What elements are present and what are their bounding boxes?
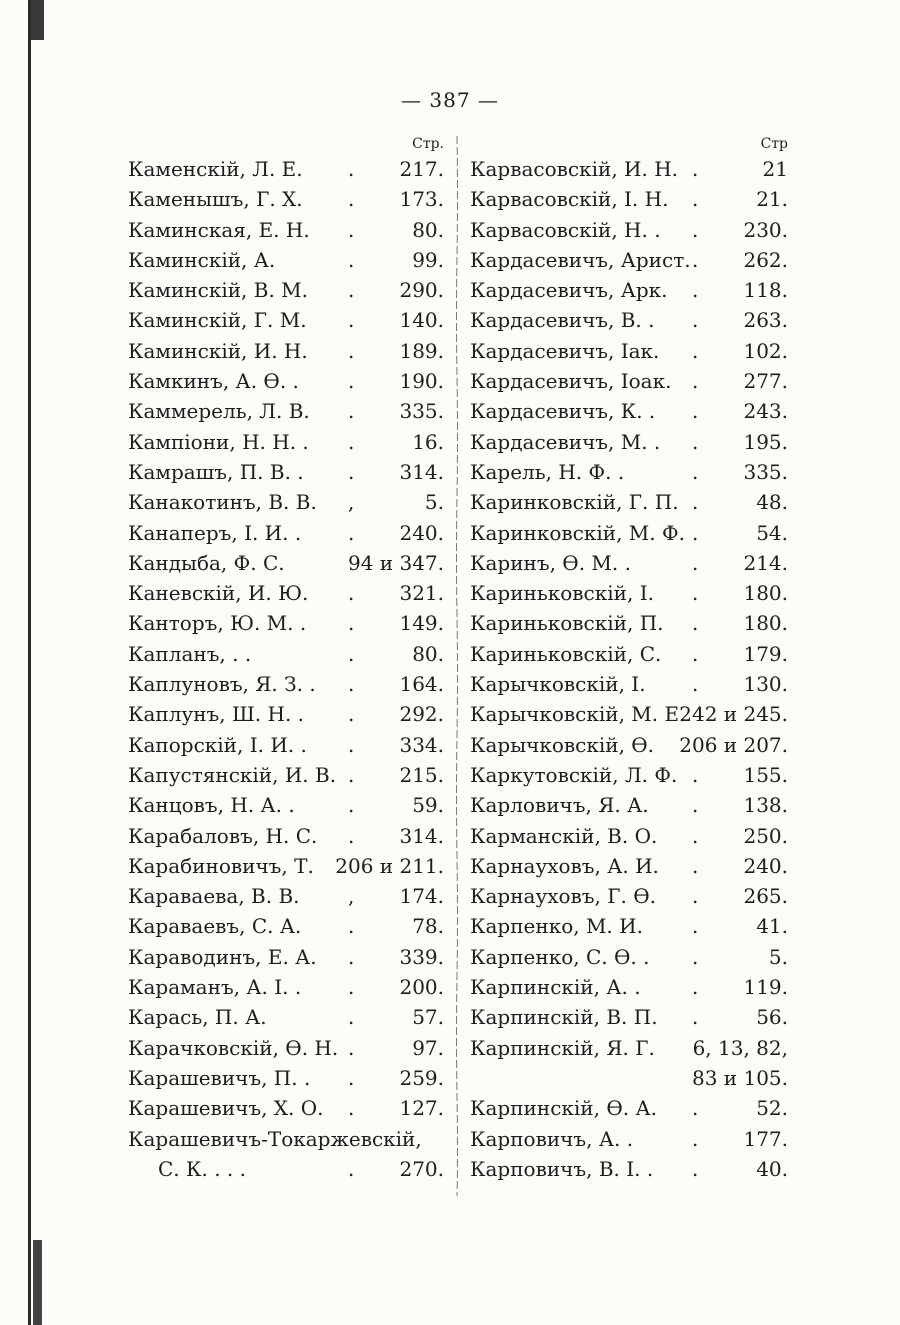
page-reference: 180. — [743, 581, 788, 606]
index-entry — [128, 154, 448, 184]
index-entry — [128, 911, 448, 941]
page-reference: 6, 13, 82, — [692, 1035, 788, 1060]
leader-dot: . — [348, 1005, 355, 1030]
index-entry — [470, 881, 792, 911]
page-reference: 321. — [399, 581, 444, 606]
entry-name: Канакотинъ, В. В. — [128, 490, 317, 515]
page-reference: 78. — [412, 914, 444, 939]
entry-name: Карабаловъ, Н. С. — [128, 823, 318, 848]
leader-dot: . — [348, 823, 355, 848]
page-reference: 195. — [743, 429, 788, 454]
index-entry — [470, 245, 792, 275]
page-reference: 5. — [424, 490, 444, 515]
page-reference: 334. — [399, 732, 444, 757]
leader-dot: . — [692, 641, 699, 666]
leader-dot: . — [348, 338, 355, 363]
leader-dot: . — [348, 762, 355, 787]
entry-name: Камкинъ, А. Ѳ. . — [128, 369, 299, 394]
index-entry — [470, 972, 792, 1002]
index-entry — [128, 487, 448, 517]
page-reference: 16. — [412, 429, 444, 454]
page-reference: 149. — [399, 611, 444, 636]
entry-name: Кариньковскій, С. — [470, 641, 662, 666]
page-reference: 230. — [743, 217, 788, 242]
leader-dot: . — [692, 247, 699, 272]
index-entry — [128, 1002, 448, 1032]
entry-name: С. К. . . . — [158, 1156, 246, 1181]
entry-name: Канаперъ, I. И. . — [128, 520, 302, 545]
index-entry — [470, 366, 792, 396]
entry-name: Карычковскій, Ѳ. — [470, 732, 655, 757]
page-reference: 59. — [412, 793, 444, 818]
index-entry — [128, 1093, 448, 1123]
index-entry — [128, 427, 448, 457]
leader-dot: . — [692, 581, 699, 606]
index-entry — [128, 1033, 448, 1063]
column-divider — [455, 136, 459, 1196]
entry-name: Канторъ, Ю. М. . — [128, 611, 307, 636]
entry-name: Кариньковскій, П. — [470, 611, 664, 636]
index-entry — [128, 972, 448, 1002]
entry-name: Кардасевичъ, Іак. — [470, 338, 660, 363]
entry-name: Каневскій, И. Ю. — [128, 581, 309, 606]
leader-dot: . — [348, 187, 355, 212]
leader-dot: . — [692, 308, 699, 333]
leader-dot: . — [348, 459, 355, 484]
entry-name: Кардасевичъ, Арк. — [470, 278, 668, 303]
index-list-right — [470, 154, 792, 1184]
page-reference: 56. — [756, 1005, 788, 1030]
page-reference: 263. — [743, 308, 788, 333]
index-entry — [470, 851, 792, 881]
leader-dot: , — [348, 884, 355, 909]
page-reference: 99. — [412, 247, 444, 272]
page-reference: 339. — [399, 944, 444, 969]
entry-name: Кампіони, Н. Н. . — [128, 429, 309, 454]
page-edge-shadow — [28, 0, 44, 1325]
leader-dot: . — [348, 975, 355, 1000]
leader-dot: . — [692, 975, 699, 1000]
index-entry — [128, 699, 448, 729]
index-entry — [470, 215, 792, 245]
entry-name: Карачковскій, Ѳ. Н. — [128, 1035, 339, 1060]
index-entry — [128, 821, 448, 851]
page-reference: 206 и 207. — [679, 732, 788, 757]
page-reference: 214. — [743, 550, 788, 575]
page-column-header: Стр. — [412, 136, 444, 152]
page-reference: 80. — [412, 217, 444, 242]
leader-dot: . — [692, 853, 699, 878]
leader-dot: . — [692, 611, 699, 636]
index-entry — [128, 275, 448, 305]
leader-dot: . — [348, 429, 355, 454]
entry-name: Карповичъ, А. . — [470, 1126, 634, 1151]
index-entry — [470, 396, 792, 426]
leader-dot: . — [348, 1035, 355, 1060]
page-reference: 270. — [399, 1156, 444, 1181]
leader-dot: . — [692, 823, 699, 848]
entry-name: Карвасовскій, Н. . — [470, 217, 661, 242]
leader-dot: . — [692, 672, 699, 697]
leader-dot: . — [692, 1156, 699, 1181]
entry-name: Каминская, Е. Н. — [128, 217, 310, 242]
index-entry — [470, 699, 792, 729]
page-reference: 200. — [399, 975, 444, 1000]
entry-name: Каринковскій, Г. П. — [470, 490, 679, 515]
page-reference: 215. — [399, 762, 444, 787]
page-reference: 21 — [762, 157, 788, 181]
index-entry — [470, 669, 792, 699]
entry-name: Карпенко, С. Ѳ. . — [470, 944, 650, 969]
entry-name: Караманъ, А. I. . — [128, 975, 302, 1000]
page-reference: 41. — [756, 914, 788, 939]
leader-dot: . — [348, 157, 355, 181]
page-reference: 177. — [743, 1126, 788, 1151]
index-entry — [128, 184, 448, 214]
leader-dot: . — [692, 399, 699, 424]
page-reference: 130. — [743, 672, 788, 697]
leader-dot: . — [692, 884, 699, 909]
entry-name: Каркутовскій, Л. Ф. — [470, 762, 678, 787]
page-reference: 52. — [756, 1096, 788, 1121]
index-list-left — [128, 154, 448, 1184]
leader-dot: . — [692, 1126, 699, 1151]
index-entry — [470, 427, 792, 457]
leader-dot: . — [348, 732, 355, 757]
entry-name: Карповичъ, В. I. . — [470, 1156, 654, 1181]
leader-dot: . — [348, 308, 355, 333]
entry-name: Каминскій, А. — [128, 247, 276, 272]
entry-name: Кардасевичъ, В. . — [470, 308, 655, 333]
entry-name: Кардасевичъ, К. . — [470, 399, 656, 424]
leader-dot: . — [348, 247, 355, 272]
entry-name: Кандыба, Ф. С. — [128, 550, 285, 575]
index-entry — [470, 821, 792, 851]
leader-dot: . — [348, 217, 355, 242]
leader-dot: , — [348, 490, 355, 515]
index-entry — [470, 1154, 792, 1184]
page-reference: 292. — [399, 702, 444, 727]
leader-dot: . — [348, 1065, 355, 1090]
page-reference: 94 и 347. — [347, 550, 444, 575]
index-entry — [128, 942, 448, 972]
entry-name: Карнауховъ, Г. Ѳ. — [470, 884, 656, 909]
page-reference: 83 и 105. — [691, 1065, 788, 1090]
index-entry — [128, 881, 448, 911]
leader-dot: . — [692, 429, 699, 454]
entry-name: Караваева, В. В. — [128, 884, 300, 909]
leader-dot: . — [348, 914, 355, 939]
leader-dot: . — [348, 944, 355, 969]
entry-name: Карпинскій, Я. Г. — [470, 1035, 655, 1060]
entry-name: Каменскій, Л. Е. — [128, 157, 303, 181]
leader-dot: . — [348, 581, 355, 606]
entry-name: Карманскій, В. О. — [470, 823, 658, 848]
entry-name: Карель, Н. Ф. . — [470, 459, 625, 484]
page-reference: 314. — [399, 823, 444, 848]
page-reference: 155. — [743, 762, 788, 787]
index-entry — [128, 639, 448, 669]
index-entry — [128, 730, 448, 760]
entry-name: Кардасевичъ, М. . — [470, 429, 661, 454]
index-entry — [470, 1002, 792, 1032]
page-reference: 97. — [412, 1035, 444, 1060]
index-entry — [470, 608, 792, 638]
index-entry — [470, 1093, 792, 1123]
entry-name: Карнауховъ, А. И. — [470, 853, 659, 878]
index-entry — [470, 790, 792, 820]
leader-dot: . — [692, 369, 699, 394]
page-number: — 387 — — [401, 88, 499, 112]
leader-dot: . — [348, 369, 355, 394]
index-entry — [128, 608, 448, 638]
page-reference: 180. — [743, 611, 788, 636]
leader-dot: . — [692, 338, 699, 363]
index-entry — [128, 1063, 448, 1093]
index-entry — [470, 760, 792, 790]
page-reference: 127. — [399, 1096, 444, 1121]
entry-name: Кариньковскій, I. — [470, 581, 654, 606]
index-entry — [470, 639, 792, 669]
index-entry — [128, 760, 448, 790]
entry-name: Капланъ, . . — [128, 641, 252, 666]
page-reference: 140. — [399, 308, 444, 333]
index-entry — [128, 790, 448, 820]
index-entry — [470, 184, 792, 214]
entry-name: Канцовъ, Н. А. . — [128, 793, 295, 818]
index-entry — [470, 730, 792, 760]
leader-dot: . — [348, 1156, 355, 1181]
index-entry — [128, 518, 448, 548]
leader-dot: . — [692, 550, 699, 575]
leader-dot: . — [692, 762, 699, 787]
leader-dot: . — [348, 611, 355, 636]
leader-dot: . — [692, 944, 699, 969]
index-entry — [470, 336, 792, 366]
entry-name: Карвасовскій, И. Н. — [470, 157, 678, 181]
leader-dot: . — [692, 490, 699, 515]
entry-name: Каринковскій, М. Ф. — [470, 520, 685, 545]
entry-name: Карпинскій, Ѳ. А. — [470, 1096, 657, 1121]
entry-name: Карась, П. А. — [128, 1005, 267, 1030]
index-entry — [128, 548, 448, 578]
page-reference: 265. — [743, 884, 788, 909]
page-reference: 179. — [743, 641, 788, 666]
entry-name: Капорскій, I. И. . — [128, 732, 307, 757]
leader-dot: . — [692, 793, 699, 818]
entry-name: Карвасовскій, I. Н. — [470, 187, 669, 212]
page-reference: 80. — [412, 641, 444, 666]
page-reference: 277. — [743, 369, 788, 394]
entry-name: Кардасевичъ, Арист. — [470, 247, 691, 272]
entry-name: Карашевичъ, Х. О. — [128, 1096, 324, 1121]
index-entry — [128, 305, 448, 335]
page-reference: 250. — [743, 823, 788, 848]
leader-dot: . — [692, 914, 699, 939]
page-reference: 243. — [743, 399, 788, 424]
leader-dot: . — [692, 278, 699, 303]
page-reference: 102. — [743, 338, 788, 363]
entry-name: Караводинъ, Е. А. — [128, 944, 317, 969]
page-reference: 48. — [756, 490, 788, 515]
page-reference: 242 и 245. — [679, 702, 788, 727]
index-entry — [128, 366, 448, 396]
leader-dot: . — [692, 1096, 699, 1121]
page-reference: 217. — [399, 157, 444, 181]
entry-name: Каринъ, Ѳ. М. . — [470, 550, 631, 575]
leader-dot: . — [692, 157, 699, 181]
page-reference: 206 и 211. — [335, 853, 444, 878]
entry-name: Карабиновичъ, Т. — [128, 853, 314, 878]
page-reference: 164. — [399, 672, 444, 697]
index-entry — [470, 1063, 792, 1093]
page-column-header: Стр — [760, 136, 788, 152]
leader-dot: . — [348, 1096, 355, 1121]
entry-name: Каминскій, В. М. — [128, 278, 309, 303]
page-reference: 262. — [743, 247, 788, 272]
entry-name: Карычковскій, М. Е. — [470, 702, 686, 727]
page-reference: 240. — [743, 853, 788, 878]
page-reference: 57. — [412, 1005, 444, 1030]
leader-dot: . — [692, 217, 699, 242]
entry-name: Карпинскій, В. П. — [470, 1005, 658, 1030]
page-reference: 240. — [399, 520, 444, 545]
index-entry — [128, 669, 448, 699]
page-reference: 138. — [743, 793, 788, 818]
leader-dot: . — [348, 641, 355, 666]
index-entry — [128, 215, 448, 245]
page-reference: 290. — [399, 278, 444, 303]
index-entry — [470, 487, 792, 517]
leader-dot: . — [692, 187, 699, 212]
page-reference: 314. — [399, 459, 444, 484]
index-entry — [470, 275, 792, 305]
page-reference: 335. — [399, 399, 444, 424]
index-entry — [470, 305, 792, 335]
index-entry — [470, 942, 792, 972]
page-reference: 54. — [756, 520, 788, 545]
page-reference: 190. — [399, 369, 444, 394]
index-entry — [470, 1124, 792, 1154]
leader-dot: . — [348, 520, 355, 545]
index-entry — [470, 548, 792, 578]
entry-name: Караваевъ, С. А. — [128, 914, 302, 939]
page-reference: 259. — [399, 1065, 444, 1090]
entry-name: Каминскій, И. Н. — [128, 338, 308, 363]
entry-name: Каплунъ, Ш. Н. . — [128, 702, 305, 727]
index-entry — [128, 245, 448, 275]
page-reference: 21. — [756, 187, 788, 212]
entry-name: Карычковскій, I. — [470, 672, 646, 697]
entry-name: Карловичъ, Я. А. — [470, 793, 649, 818]
entry-name: Карпенко, М. И. — [470, 914, 643, 939]
page-reference: 174. — [399, 884, 444, 909]
leader-dot: . — [692, 459, 699, 484]
entry-name: Кардасевичъ, Іоак. — [470, 369, 672, 394]
index-entry — [470, 154, 792, 184]
index-column-left — [128, 126, 448, 1184]
page-reference: 5. — [768, 944, 788, 969]
page-reference: 189. — [399, 338, 444, 363]
leader-dot: . — [692, 1005, 699, 1030]
leader-dot: . — [348, 672, 355, 697]
index-entry — [128, 396, 448, 426]
page-reference: 335. — [743, 459, 788, 484]
entry-name: Камрашъ, П. В. . — [128, 459, 304, 484]
entry-name: Каминскій, Г. М. — [128, 308, 307, 333]
entry-name: Капустянскій, И. В. — [128, 762, 337, 787]
page-reference: 119. — [743, 975, 788, 1000]
entry-name: Каммерель, Л. В. — [128, 399, 310, 424]
index-entry — [128, 578, 448, 608]
index-entry — [470, 518, 792, 548]
index-column-right — [470, 126, 792, 1184]
leader-dot: . — [692, 520, 699, 545]
index-entry — [470, 1033, 792, 1063]
index-entry — [128, 336, 448, 366]
index-entry — [128, 1154, 448, 1184]
index-entry — [128, 457, 448, 487]
entry-name: Карашевичъ, П. . — [128, 1065, 311, 1090]
index-entry — [128, 1124, 448, 1154]
leader-dot: . — [348, 702, 355, 727]
leader-dot: . — [348, 278, 355, 303]
page-reference: 40. — [756, 1156, 788, 1181]
page-reference: 118. — [743, 278, 788, 303]
index-entry — [470, 457, 792, 487]
leader-dot: . — [348, 399, 355, 424]
entry-name: Каменышъ, Г. Х. — [128, 187, 303, 212]
entry-name: Карашевичъ-Токаржевскій, — [128, 1126, 422, 1151]
entry-name: Карпинскій, А. . — [470, 975, 641, 1000]
index-entry — [470, 911, 792, 941]
leader-dot: . — [348, 793, 355, 818]
entry-name: Каплуновъ, Я. З. . — [128, 672, 316, 697]
index-entry — [128, 851, 448, 881]
page-reference: 173. — [399, 187, 444, 212]
index-entry — [470, 578, 792, 608]
